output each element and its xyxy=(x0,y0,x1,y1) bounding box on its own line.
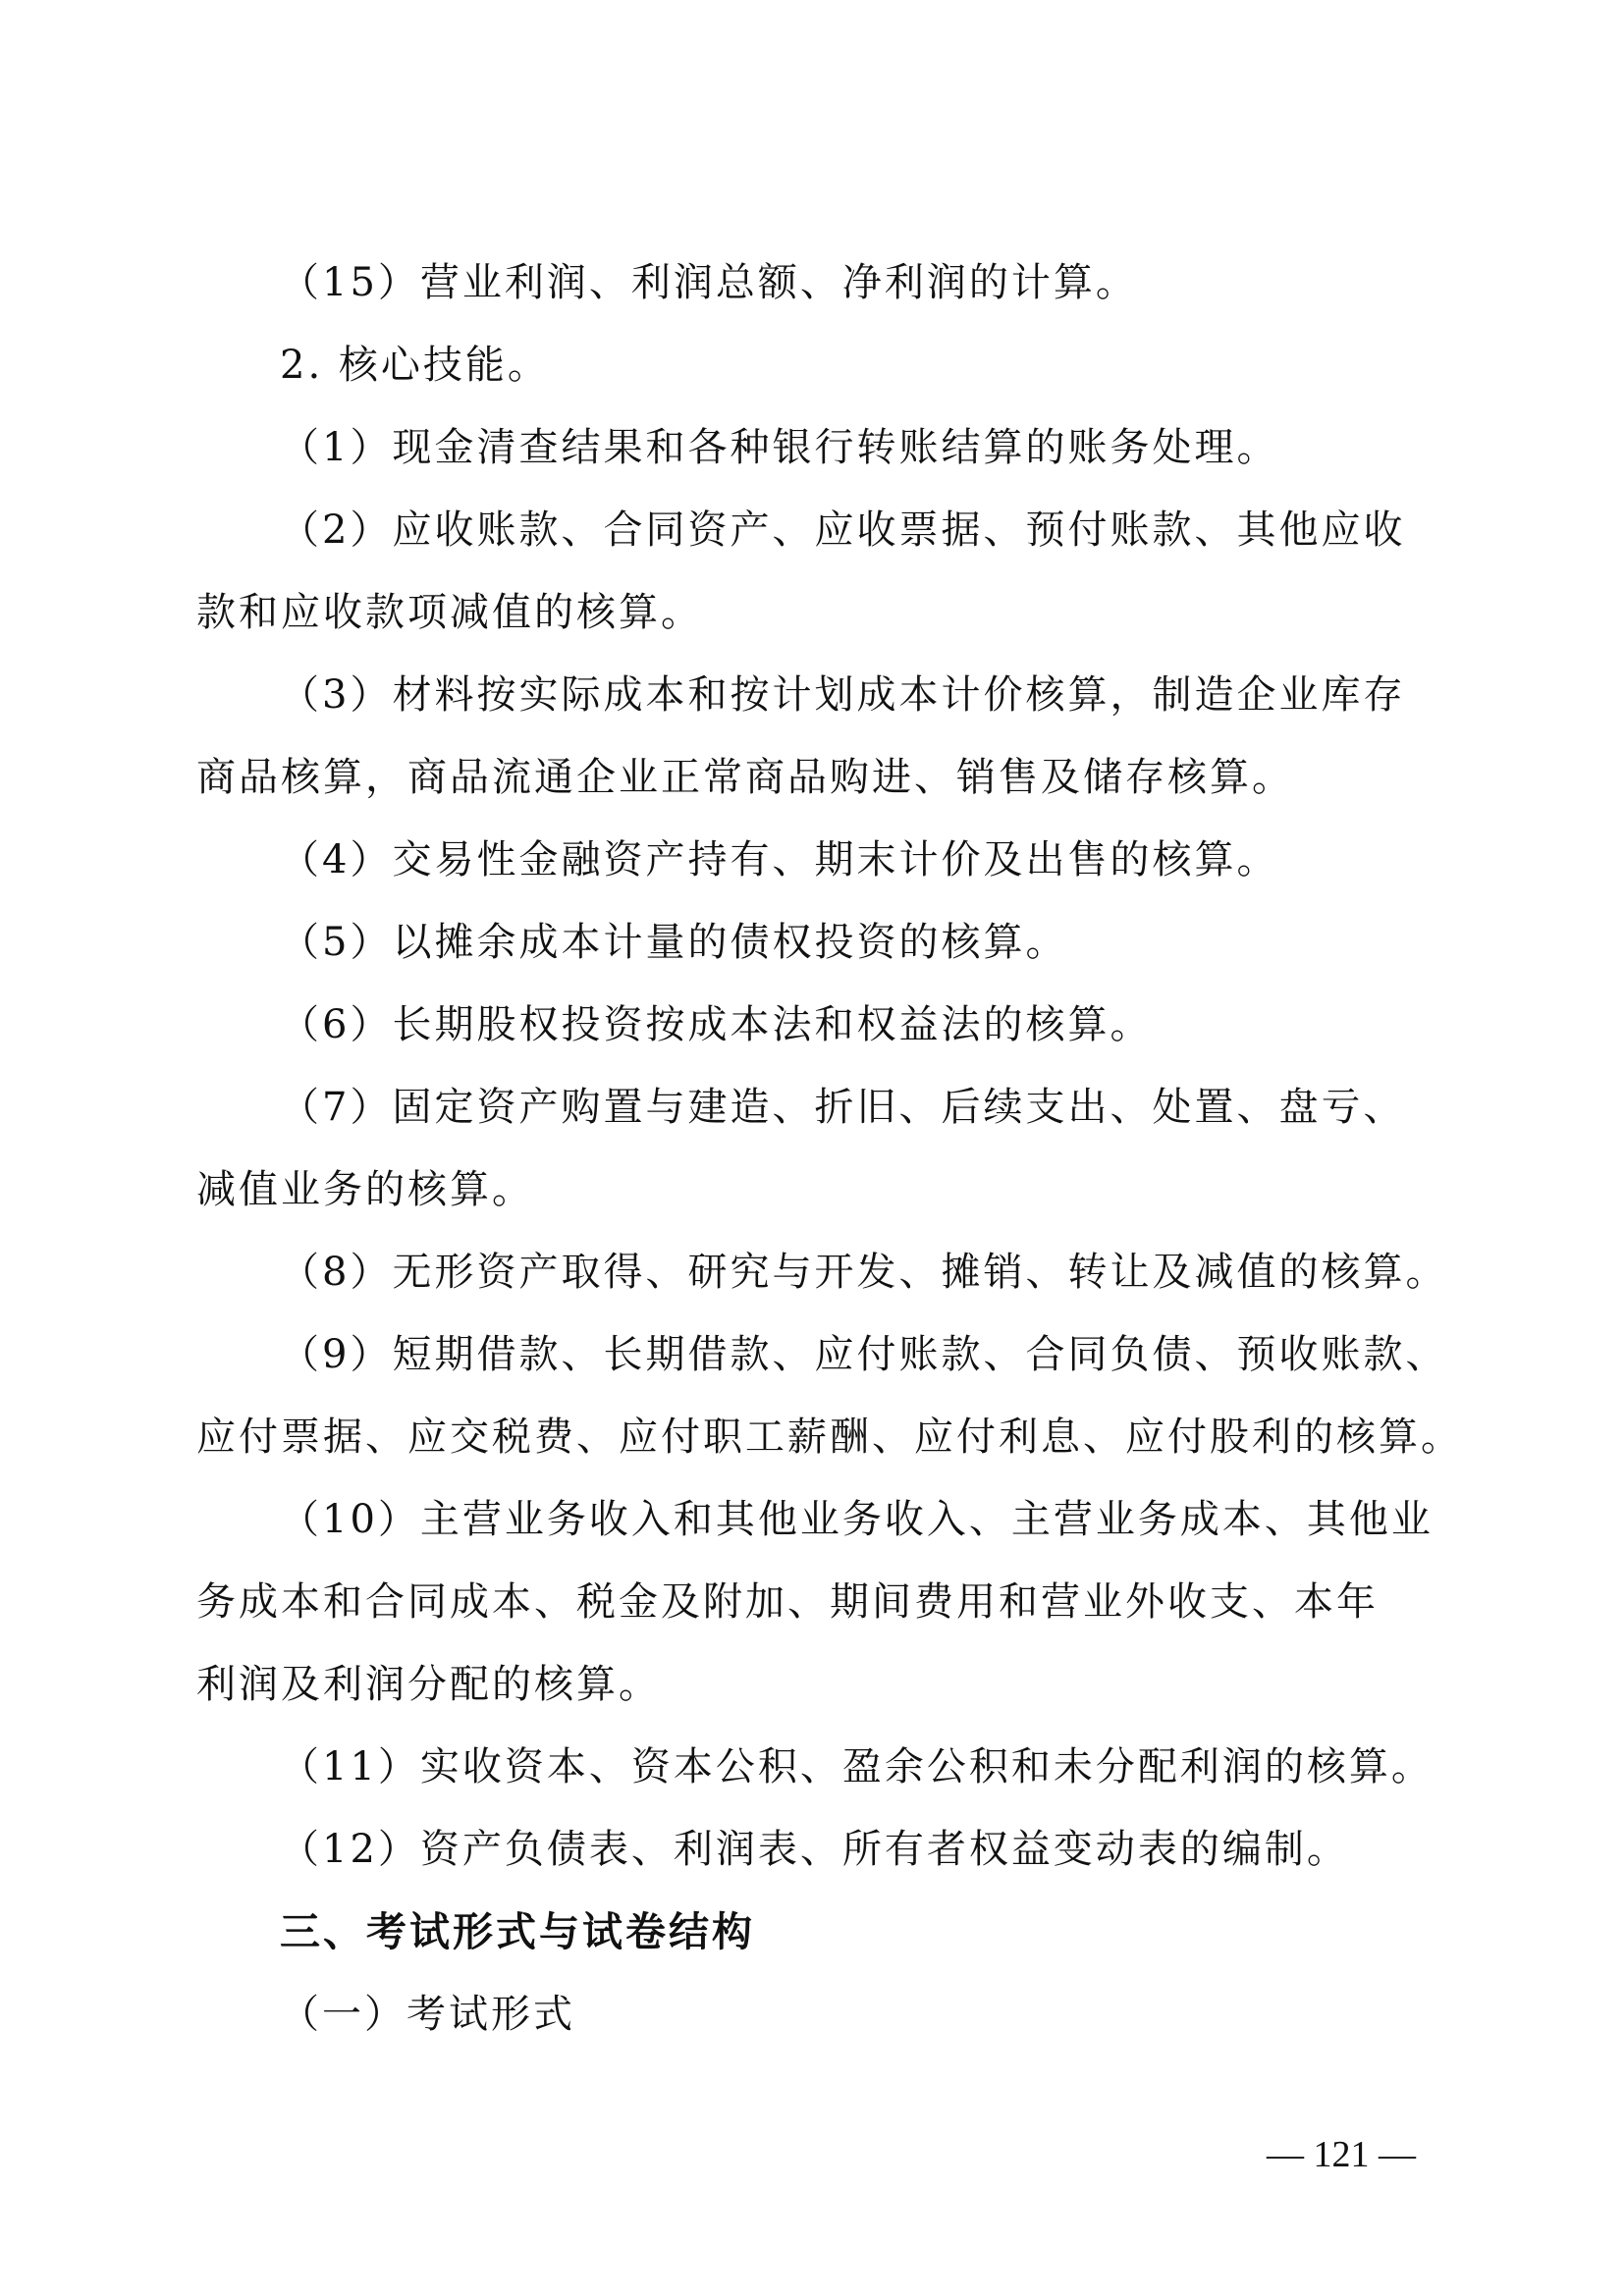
paragraph-line: 利润及利润分配的核算。 xyxy=(196,1662,661,1707)
paragraph-line: 减值业务的核算。 xyxy=(196,1167,534,1212)
paragraph-line: （1）现金清查结果和各种银行转账结算的账务处理。 xyxy=(280,425,1279,470)
paragraph-line: （3）材料按实际成本和按计划成本计价核算，制造企业库存 xyxy=(280,672,1406,718)
paragraph-line: （5）以摊余成本计量的债权投资的核算。 xyxy=(280,920,1068,965)
section-heading: 三、考试形式与试卷结构 xyxy=(280,1908,755,1955)
paragraph-line: 应付票据、应交税费、应付职工薪酬、应付利息、应付股利的核算。 xyxy=(196,1415,1463,1460)
subsection-heading: （一）考试形式 xyxy=(280,1992,575,2037)
paragraph-line: 商品核算，商品流通企业正常商品购进、销售及储存核算。 xyxy=(196,755,1294,800)
paragraph-line: 务成本和合同成本、税金及附加、期间费用和营业外收支、本年 xyxy=(196,1579,1379,1625)
paragraph-line: （6）长期股权投资按成本法和权益法的核算。 xyxy=(280,1002,1153,1047)
paragraph-line: （10）主营业务收入和其他业务收入、主营业务成本、其他业 xyxy=(280,1497,1434,1542)
paragraph-line: （4）交易性金融资产持有、期末计价及出售的核算。 xyxy=(280,837,1279,882)
paragraph-line: 款和应收款项减值的核算。 xyxy=(196,590,703,635)
paragraph-line: （15）营业利润、利润总额、净利润的计算。 xyxy=(280,260,1138,305)
paragraph-line: （9）短期借款、长期借款、应付账款、合同负债、预收账款、 xyxy=(280,1332,1448,1377)
page-number: — 121 — xyxy=(1267,2134,1416,2175)
paragraph-line: （2）应收账款、合同资产、应收票据、预付账款、其他应收 xyxy=(280,507,1406,553)
paragraph-line: （8）无形资产取得、研究与开发、摊销、转让及减值的核算。 xyxy=(280,1250,1448,1295)
paragraph-line: （11）实收资本、资本公积、盈余公积和未分配利润的核算。 xyxy=(280,1744,1434,1789)
paragraph-line: （7）固定资产购置与建造、折旧、后续支出、处置、盘亏、 xyxy=(280,1085,1406,1130)
paragraph-line: （12）资产负债表、利润表、所有者权益变动表的编制。 xyxy=(280,1827,1349,1872)
paragraph-line: 2. 核心技能。 xyxy=(280,343,550,388)
